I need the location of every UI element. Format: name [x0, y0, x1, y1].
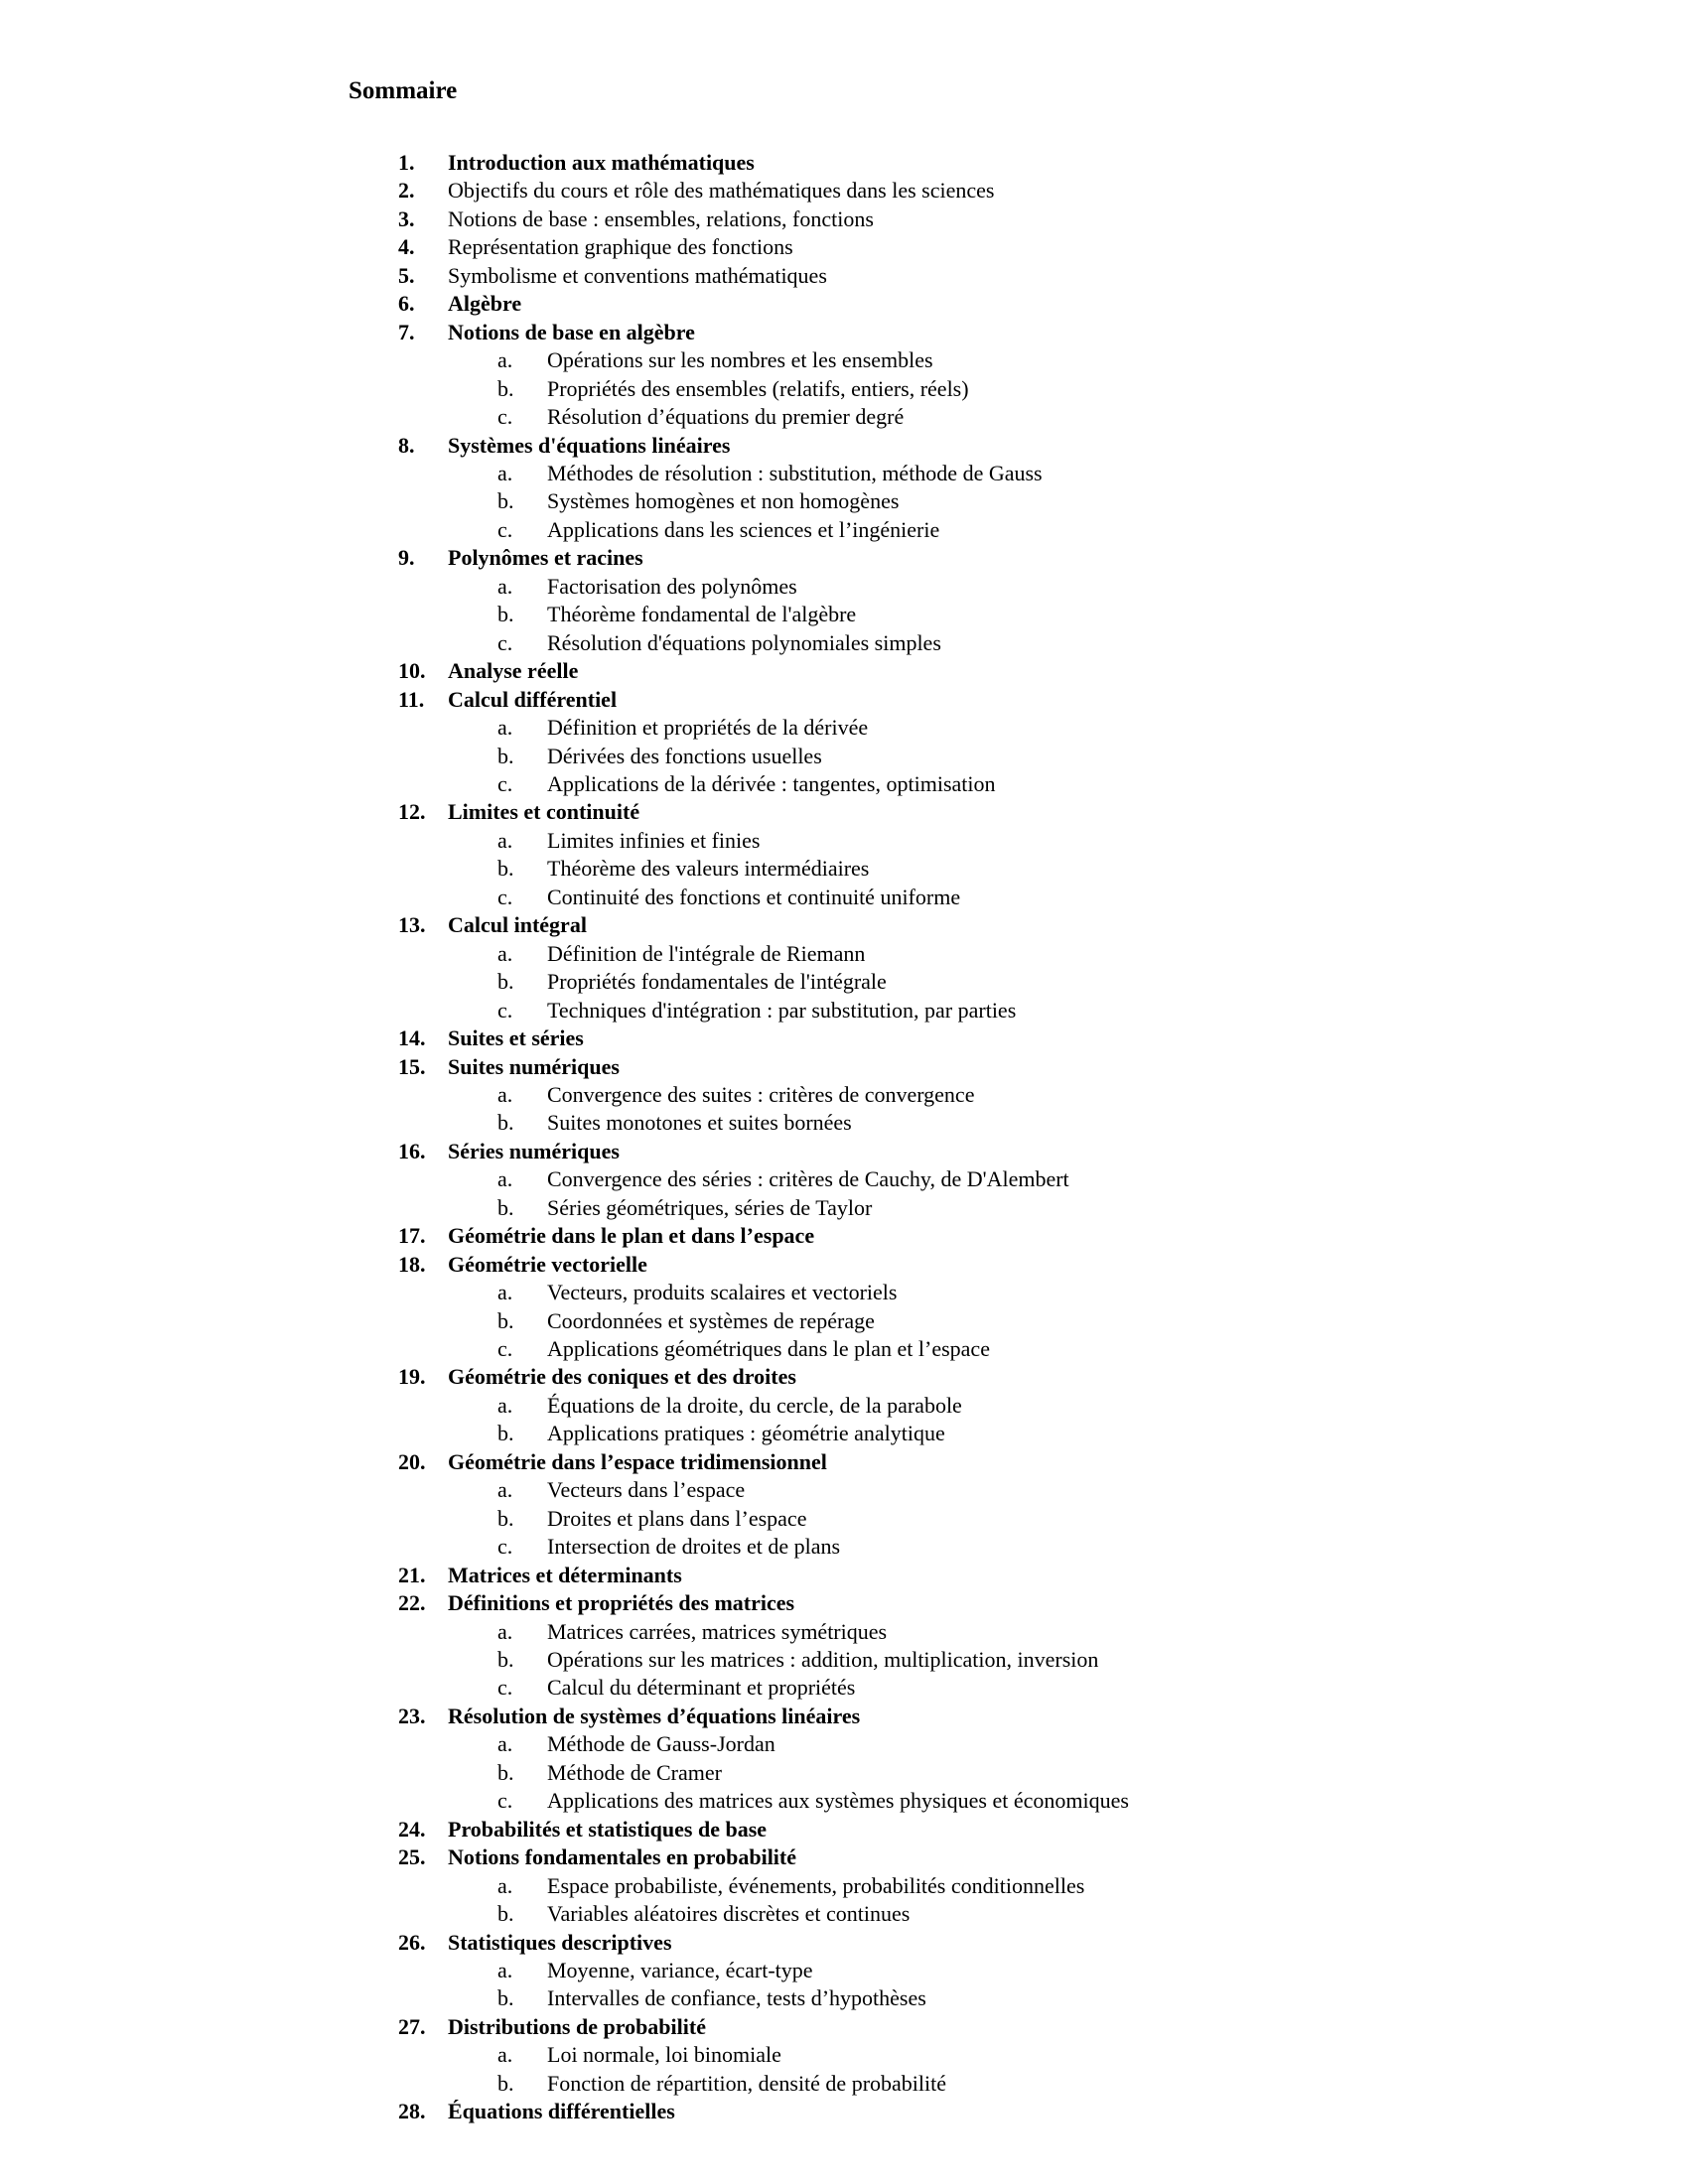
- item-number: 11.: [398, 686, 425, 712]
- item-number: 6.: [398, 291, 415, 317]
- item-label: Applications géométriques dans le plan et l’espace: [547, 1336, 990, 1362]
- item-label: Vecteurs dans l’espace: [547, 1477, 746, 1503]
- item-number: a.: [497, 1872, 513, 1898]
- toc-subitem: [0, 2041, 1688, 2069]
- toc-item: [0, 1138, 1688, 1165]
- item-number: a.: [497, 460, 513, 485]
- item-label: Définition et propriétés de la dérivée: [547, 715, 869, 741]
- toc-item: [0, 205, 1688, 233]
- item-label: Limites infinies et finies: [547, 827, 761, 853]
- item-number: 1.: [398, 150, 415, 175]
- item-number: 21.: [398, 1562, 426, 1587]
- toc-subitem: [0, 827, 1688, 855]
- item-label: Suites et séries: [448, 1025, 584, 1051]
- item-number: b.: [497, 1901, 514, 1927]
- toc-item: [0, 177, 1688, 205]
- item-number: c.: [497, 997, 513, 1023]
- item-label: Droites et plans dans l’espace: [547, 1505, 807, 1531]
- item-label: Probabilités et statistiques de base: [448, 1816, 768, 1842]
- toc-item: [0, 2098, 1688, 2125]
- item-label: Variables aléatoires discrètes et continues: [547, 1901, 911, 1927]
- item-label: Séries géométriques, séries de Taylor: [547, 1194, 873, 1220]
- item-label: Définitions et propriétés des matrices: [448, 1590, 795, 1616]
- toc-item: [0, 1703, 1688, 1730]
- item-label: Calcul du déterminant et propriétés: [547, 1675, 856, 1701]
- toc-subitem: [0, 1081, 1688, 1109]
- item-number: b.: [497, 1647, 514, 1673]
- item-number: c.: [497, 1675, 513, 1701]
- item-label: Loi normale, loi binomiale: [547, 2042, 781, 2068]
- item-number: 2.: [398, 178, 415, 204]
- item-label: Dérivées des fonctions usuelles: [547, 743, 822, 768]
- item-label: Représentation graphique des fonctions: [448, 234, 793, 260]
- item-label: Applications de la dérivée : tangentes, optimisation: [547, 770, 996, 796]
- item-label: Définition de l'intégrale de Riemann: [547, 940, 866, 966]
- item-number: 17.: [398, 1223, 426, 1249]
- toc-subitem: [0, 1759, 1688, 1787]
- toc-subitem: [0, 1730, 1688, 1758]
- item-number: 24.: [398, 1816, 426, 1842]
- item-label: Méthodes de résolution : substitution, méthode de Gauss: [547, 460, 1043, 485]
- toc-subitem: [0, 403, 1688, 431]
- toc-item: [0, 432, 1688, 460]
- item-number: b.: [497, 1194, 514, 1220]
- item-number: 14.: [398, 1025, 426, 1051]
- item-number: 5.: [398, 262, 415, 288]
- item-number: 27.: [398, 2013, 426, 2039]
- item-label: Géométrie vectorielle: [448, 1251, 647, 1277]
- item-number: a.: [497, 715, 513, 741]
- item-label: Fonction de répartition, densité de probabilité: [547, 2070, 947, 2096]
- item-label: Limites et continuité: [448, 799, 640, 825]
- toc-subitem: [0, 1420, 1688, 1447]
- toc-item: [0, 798, 1688, 826]
- item-label: Méthode de Cramer: [547, 1759, 722, 1785]
- item-number: b.: [497, 743, 514, 768]
- item-number: b.: [497, 2070, 514, 2096]
- item-label: Calcul différentiel: [448, 686, 618, 712]
- item-number: 8.: [398, 432, 415, 458]
- item-label: Coordonnées et systèmes de repérage: [547, 1307, 875, 1333]
- toc-subitem: [0, 375, 1688, 403]
- item-number: 23.: [398, 1703, 426, 1728]
- toc-item: [0, 1024, 1688, 1052]
- item-number: b.: [497, 602, 514, 627]
- toc-subitem: [0, 1307, 1688, 1335]
- toc-item: [0, 1448, 1688, 1476]
- toc-subitem: [0, 940, 1688, 968]
- item-number: c.: [497, 1534, 513, 1560]
- item-label: Symbolisme et conventions mathématiques: [448, 262, 827, 288]
- item-number: b.: [497, 375, 514, 401]
- item-label: Méthode de Gauss-Jordan: [547, 1731, 775, 1757]
- toc-subitem: [0, 460, 1688, 487]
- item-label: Introduction aux mathématiques: [448, 150, 755, 175]
- item-number: 15.: [398, 1053, 426, 1079]
- item-label: Propriétés fondamentales de l'intégrale: [547, 969, 887, 995]
- item-label: Intervalles de confiance, tests d’hypothèses: [547, 1985, 926, 2011]
- toc-subitem: [0, 1674, 1688, 1702]
- item-label: Opérations sur les matrices : addition, multiplication, inversion: [547, 1647, 1099, 1673]
- item-number: 7.: [398, 319, 415, 344]
- item-number: b.: [497, 1421, 514, 1446]
- item-number: c.: [497, 629, 513, 655]
- toc-subitem: [0, 1984, 1688, 2012]
- toc-item: [0, 262, 1688, 290]
- item-label: Résolution d’équations du premier degré: [547, 404, 905, 430]
- item-label: Systèmes homogènes et non homogènes: [547, 488, 900, 514]
- item-number: a.: [497, 1477, 513, 1503]
- toc-subitem: [0, 1533, 1688, 1561]
- item-number: 13.: [398, 912, 426, 938]
- item-label: Équations de la droite, du cercle, de la parabole: [547, 1392, 962, 1418]
- toc-item: [0, 1929, 1688, 1957]
- toc-subitem: [0, 1335, 1688, 1363]
- toc-subitem: [0, 1872, 1688, 1900]
- page-title: Sommaire: [349, 77, 458, 104]
- item-label: Polynômes et racines: [448, 545, 643, 571]
- item-label: Distributions de probabilité: [448, 2013, 706, 2039]
- item-label: Algèbre: [448, 291, 522, 317]
- toc-subitem: [0, 516, 1688, 544]
- item-number: 28.: [398, 2099, 426, 2124]
- item-label: Convergence des séries : critères de Cauchy, de D'Alembert: [547, 1166, 1069, 1192]
- toc-subitem: [0, 968, 1688, 996]
- item-number: 19.: [398, 1364, 426, 1390]
- toc-subitem: [0, 1109, 1688, 1137]
- item-number: c.: [497, 770, 513, 796]
- toc-subitem: [0, 487, 1688, 515]
- item-label: Propriétés des ensembles (relatifs, entiers, réels): [547, 375, 969, 401]
- item-number: b.: [497, 1307, 514, 1333]
- toc-subitem: [0, 1392, 1688, 1420]
- item-number: c.: [497, 404, 513, 430]
- item-number: b.: [497, 856, 514, 882]
- item-label: Factorisation des polynômes: [547, 573, 797, 599]
- item-label: Notions de base : ensembles, relations, fonctions: [448, 205, 874, 231]
- toc-subitem: [0, 601, 1688, 628]
- item-label: Matrices et déterminants: [448, 1562, 682, 1587]
- toc-subitem: [0, 1505, 1688, 1533]
- toc-subitem: [0, 1900, 1688, 1928]
- item-label: Géométrie dans le plan et dans l’espace: [448, 1223, 815, 1249]
- toc-subitem: [0, 997, 1688, 1024]
- toc-subitem: [0, 1279, 1688, 1306]
- toc-subitem: [0, 1787, 1688, 1815]
- item-label: Convergence des suites : critères de convergence: [547, 1081, 975, 1107]
- item-label: Théorème des valeurs intermédiaires: [547, 856, 870, 882]
- item-number: b.: [497, 1110, 514, 1136]
- toc-item: [0, 1363, 1688, 1391]
- item-number: a.: [497, 1618, 513, 1644]
- toc-item: [0, 1562, 1688, 1589]
- toc-subitem: [0, 1476, 1688, 1504]
- item-number: b.: [497, 1985, 514, 2011]
- item-label: Applications dans les sciences et l’ingénierie: [547, 516, 940, 542]
- item-label: Suites monotones et suites bornées: [547, 1110, 852, 1136]
- item-number: b.: [497, 969, 514, 995]
- toc-subitem: [0, 1194, 1688, 1222]
- toc-subitem: [0, 714, 1688, 742]
- item-number: a.: [497, 827, 513, 853]
- item-number: a.: [497, 1392, 513, 1418]
- item-number: c.: [497, 516, 513, 542]
- toc-subitem: [0, 855, 1688, 883]
- toc-subitem: [0, 1646, 1688, 1674]
- toc-item: [0, 1843, 1688, 1871]
- item-number: b.: [497, 1759, 514, 1785]
- item-label: Théorème fondamental de l'algèbre: [547, 602, 857, 627]
- item-number: a.: [497, 1958, 513, 1982]
- toc-item: [0, 2013, 1688, 2041]
- toc-item: [0, 1222, 1688, 1250]
- item-number: a.: [497, 1081, 513, 1107]
- item-number: 18.: [398, 1251, 426, 1277]
- item-number: 22.: [398, 1590, 426, 1616]
- toc-item: [0, 149, 1688, 177]
- item-number: a.: [497, 940, 513, 966]
- item-number: 16.: [398, 1138, 426, 1163]
- toc-item: [0, 233, 1688, 261]
- item-number: a.: [497, 347, 513, 373]
- item-label: Applications des matrices aux systèmes physiques et économiques: [547, 1788, 1129, 1814]
- item-label: Intersection de droites et de plans: [547, 1534, 841, 1560]
- item-label: Calcul intégral: [448, 912, 587, 938]
- item-label: Analyse réelle: [448, 658, 579, 684]
- item-number: c.: [497, 884, 513, 909]
- toc-subitem: [0, 573, 1688, 601]
- item-number: 26.: [398, 1929, 426, 1955]
- item-label: Suites numériques: [448, 1053, 620, 1079]
- toc-item: [0, 1053, 1688, 1081]
- toc-subitem: [0, 1957, 1688, 1984]
- toc-subitem: [0, 743, 1688, 770]
- toc-subitem: [0, 884, 1688, 911]
- toc-subitem: [0, 1165, 1688, 1193]
- item-label: Espace probabiliste, événements, probabilités conditionnelles: [547, 1872, 1085, 1898]
- toc-subitem: [0, 770, 1688, 798]
- toc-subitem: [0, 346, 1688, 374]
- toc-item: [0, 290, 1688, 318]
- item-label: Techniques d'intégration : par substitution, par parties: [547, 997, 1017, 1023]
- item-number: 9.: [398, 545, 415, 571]
- toc-subitem: [0, 2070, 1688, 2098]
- toc-item: [0, 1251, 1688, 1279]
- toc-item: [0, 1816, 1688, 1843]
- toc-item: [0, 911, 1688, 939]
- item-label: Matrices carrées, matrices symétriques: [547, 1618, 888, 1644]
- item-number: b.: [497, 1505, 514, 1531]
- toc-subitem: [0, 1618, 1688, 1646]
- item-label: Moyenne, variance, écart-type: [547, 1958, 813, 1982]
- toc-item: [0, 319, 1688, 346]
- item-number: c.: [497, 1336, 513, 1362]
- item-label: Applications pratiques : géométrie analytique: [547, 1421, 945, 1446]
- toc-item: [0, 1589, 1688, 1617]
- toc-subitem: [0, 629, 1688, 657]
- item-label: Résolution d'équations polynomiales simples: [547, 629, 941, 655]
- item-number: 20.: [398, 1448, 426, 1474]
- item-label: Vecteurs, produits scalaires et vectoriels: [547, 1280, 898, 1305]
- item-number: a.: [497, 573, 513, 599]
- item-label: Continuité des fonctions et continuité uniforme: [547, 884, 961, 909]
- item-label: Résolution de systèmes d’équations linéaires: [448, 1703, 861, 1728]
- item-label: Géométrie des coniques et des droites: [448, 1364, 796, 1390]
- item-number: a.: [497, 1280, 513, 1305]
- item-label: Opérations sur les nombres et les ensembles: [547, 347, 933, 373]
- item-label: Séries numériques: [448, 1138, 620, 1163]
- item-number: a.: [497, 2042, 513, 2068]
- item-number: b.: [497, 488, 514, 514]
- item-label: Objectifs du cours et rôle des mathématiques dans les sciences: [448, 178, 995, 204]
- item-number: 12.: [398, 799, 426, 825]
- item-label: Notions fondamentales en probabilité: [448, 1844, 797, 1870]
- item-number: a.: [497, 1731, 513, 1757]
- item-number: a.: [497, 1166, 513, 1192]
- item-label: Géométrie dans l’espace tridimensionnel: [448, 1448, 827, 1474]
- toc-item: [0, 657, 1688, 685]
- item-number: 10.: [398, 658, 426, 684]
- item-label: Notions de base en algèbre: [448, 319, 695, 344]
- table-of-contents: [0, 149, 1688, 2126]
- item-label: Systèmes d'équations linéaires: [448, 432, 731, 458]
- item-number: 3.: [398, 205, 415, 231]
- item-number: c.: [497, 1788, 513, 1814]
- item-number: 4.: [398, 234, 415, 260]
- toc-item: [0, 686, 1688, 714]
- item-label: Statistiques descriptives: [448, 1929, 672, 1955]
- item-number: 25.: [398, 1844, 426, 1870]
- item-label: Équations différentielles: [448, 2099, 675, 2124]
- toc-item: [0, 544, 1688, 572]
